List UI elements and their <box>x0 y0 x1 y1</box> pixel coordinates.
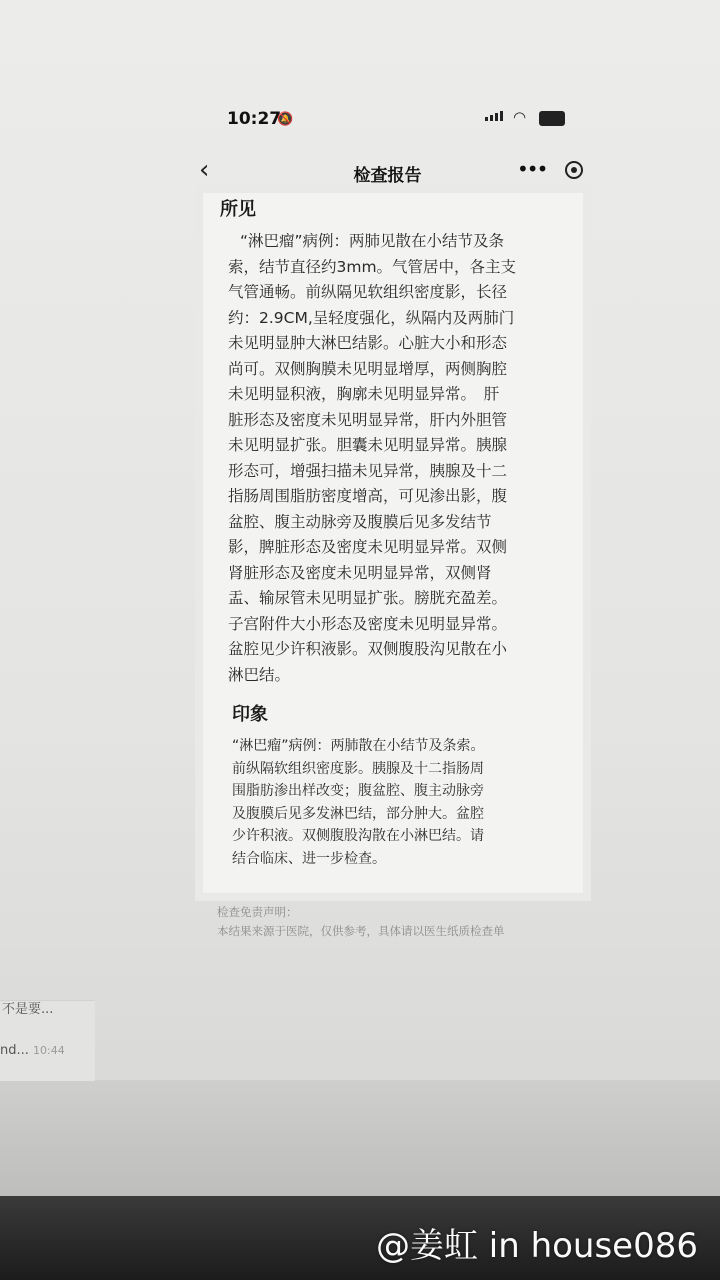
more-dots-icon[interactable]: ••• <box>517 157 547 181</box>
report-line: 未见明显积液，胸廓未见明显异常。 肝 <box>228 385 500 403</box>
report-line: 子宫附件大小形态及密度未见明显异常。 <box>228 614 508 633</box>
disclaimer <box>217 903 577 941</box>
chat-snippet-text: nd... <box>0 1043 29 1058</box>
report-line: 约：2.9CM,呈轻度强化，纵隔内及两肺门 <box>228 308 515 327</box>
report-line: “淋巴瘤”病例：两肺见散在小结节及条 <box>240 232 505 250</box>
report-line: 淋巴结。 <box>228 665 291 684</box>
report-line: 盂、输尿管未见明显扩张。膀胱充盈差。 <box>228 589 508 607</box>
report-line: 围脂肪渗出样改变；腹盆腔、腹主动脉旁 <box>232 783 484 799</box>
chevron-left-icon[interactable]: ‹ <box>199 155 210 185</box>
report-line: 前纵隔软组织密度影。胰腺及十二指肠周 <box>232 760 484 777</box>
report-line: 脏形态及密度未见明显异常，肝内外胆管 <box>228 410 508 429</box>
findings-text <box>228 229 550 688</box>
report-line: 影，脾脏形态及密度未见明显异常。双侧 <box>228 538 508 556</box>
report-line: 未见明显扩张。胆囊未见明显异常。胰腺 <box>228 436 508 454</box>
chat-snippet <box>0 1043 65 1058</box>
report-line: 气管通畅。前纵隔见软组织密度影，长径 <box>228 283 508 301</box>
status-time: 10:27 <box>227 109 282 129</box>
disclaimer-title: 检查免责声明： <box>217 905 298 919</box>
report-line: 形态可，增强扫描未见异常，胰腺及十二 <box>228 461 508 480</box>
report-line: 少许积液。双侧腹股沟散在小淋巴结。请 <box>232 828 484 844</box>
findings-heading: 所见 <box>220 199 256 220</box>
report-line: 未见明显肿大淋巴结影。心脏大小和形态 <box>228 334 508 352</box>
page-title: 检查报告 <box>353 166 422 186</box>
status-bar <box>195 95 580 139</box>
signal-icon <box>485 111 503 121</box>
wifi-icon: ◠ <box>513 108 527 126</box>
battery-icon <box>539 111 565 126</box>
phone-screen <box>195 95 580 955</box>
nav-bar <box>195 153 580 193</box>
disclaimer-text: 本结果来源于医院，仅供参考，具体请以医生纸质检查单 <box>217 924 505 938</box>
report-line: 盆腔、腹主动脉旁及腹膜后见多发结节 <box>228 512 492 531</box>
chat-snippet: 不是要... <box>2 1002 54 1017</box>
report-line: 结合临床、进一步检查。 <box>232 850 386 867</box>
report-line: 盆腔见少许积液影。双侧腹股沟见散在小 <box>228 640 508 658</box>
bell-mute-icon: 🔕 <box>277 112 294 127</box>
watermark: @姜虹 in house086 <box>375 1226 698 1266</box>
report-line: 肾脏形态及密度未见明显异常，双侧肾 <box>228 563 492 582</box>
monitor-lower-area <box>0 1080 720 1200</box>
impression-heading: 印象 <box>232 704 268 725</box>
report-line: 索，结节直径约3mm。气管居中，各主支 <box>228 257 517 276</box>
impression-text <box>232 735 552 870</box>
chat-snippet-time: 10:44 <box>33 1044 65 1057</box>
report-line: “淋巴瘤”病例：两肺散在小结节及条索。 <box>232 738 485 754</box>
target-icon[interactable] <box>565 161 583 179</box>
report-line: 指肠周围脂肪密度增高，可见渗出影，腹 <box>228 487 508 505</box>
report-line: 尚可。双侧胸膜未见明显增厚，两侧胸腔 <box>228 359 508 378</box>
report-line: 及腹膜后见多发淋巴结，部分肿大。盆腔 <box>232 805 484 822</box>
